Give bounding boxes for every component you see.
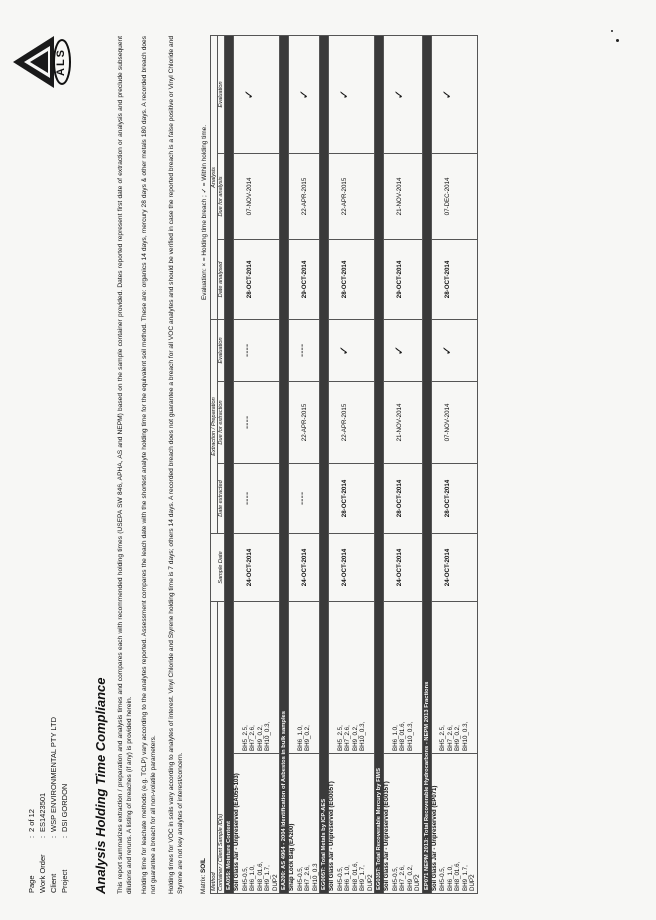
client-sample-id: BH9_1.7, <box>461 865 469 891</box>
sample-date: 24-OCT-2014 <box>289 533 320 601</box>
table-row <box>431 35 477 893</box>
container-cell <box>431 754 477 894</box>
client-sample-id: BH6_1.0, <box>296 725 304 751</box>
client-sample-id: BH8_01.6, <box>351 861 359 891</box>
leachate-paragraph: Holding time for leachate methods (e.g. TCLP) vary according to the analytes reported. Assessment compares the leach date with the shortest analyte holding time for the equivalent soil method. These are: organics 14 days, mercury 28 days & other metals 180 days. A recorded breach does not guarantee a breach for all non-volatile parameters. <box>141 36 157 894</box>
table-row <box>329 35 375 893</box>
method-section-row <box>225 35 234 893</box>
sample-ids-cell <box>234 601 280 753</box>
client-sample-id: BH5_2.5, <box>439 725 446 751</box>
client-sample-id: BH10_0.3, <box>264 721 271 751</box>
client-sample-id: BH8_01.6, <box>256 861 264 891</box>
client-sample-id: BH5_2.5, <box>241 725 249 751</box>
header-colons: : : : : <box>27 835 69 838</box>
col-due-analysis: Due for analysis <box>218 153 225 239</box>
date-analysed: 29-OCT-2014 <box>384 239 423 319</box>
matrix-value: SOIL <box>200 858 207 874</box>
header-labels <box>26 849 70 893</box>
header-label-work-order: Work Order <box>38 854 47 893</box>
evaluation-extraction: ✓ <box>329 319 375 381</box>
col-sample-date: Sample Date <box>211 533 225 601</box>
scan-speck <box>611 30 613 32</box>
client-sample-id: DUP2 <box>414 874 421 891</box>
method-name: EP071 NEPM 2013: Total Recoverable Hydrocarbons - NEPM 2013 Fractions <box>422 35 431 893</box>
client-sample-id: BH5-0.5, <box>296 866 304 891</box>
due-extraction: 22-APR-2015 <box>289 381 320 463</box>
client-sample-id: BH7_2.6, <box>399 865 406 891</box>
table-row <box>289 35 320 893</box>
sample-date: 24-OCT-2014 <box>431 533 477 601</box>
due-extraction: 22-APR-2015 <box>329 381 375 463</box>
client-sample-id: BH5-0.5, <box>336 866 344 891</box>
method-section-row <box>375 35 384 893</box>
table-row <box>234 35 280 893</box>
col-date-analysed: Date analysed <box>218 239 225 319</box>
evaluation-note: Evaluation: × = Holding time breach ; ✓ = Within holding time. <box>201 125 208 300</box>
evaluation-extraction: ---- <box>289 319 320 381</box>
container-cell <box>234 754 280 894</box>
client-sample-id: DUP2 <box>366 874 374 891</box>
client-sample-id: BH7_2.6, <box>446 725 454 751</box>
matrix-label: Matrix: <box>200 874 207 894</box>
client-sample-id: BH10_0.3, <box>359 721 366 751</box>
date-extracted: 28-OCT-2014 <box>384 463 423 533</box>
evaluation-extraction: ✓ <box>431 319 477 381</box>
col-evaluation-analysis: Evaluation <box>218 35 225 153</box>
sample-ids-cell <box>329 601 375 753</box>
client-name: WSP ENVIRONMENTAL PTY LTD <box>49 716 58 832</box>
evaluation-analysis: ✓ <box>431 35 477 153</box>
col-group-analysis: Analysis <box>211 35 218 319</box>
container-name: Soil Glass Jar - Unpreserved (EG005T) <box>329 781 335 891</box>
client-sample-id: BH10_0.3, <box>461 721 469 751</box>
matrix-line <box>200 858 207 894</box>
client-sample-id: BH9_0.2, <box>454 725 461 751</box>
date-extracted: 28-OCT-2014 <box>329 463 375 533</box>
container-cell <box>329 754 375 894</box>
method-section-row <box>280 35 289 893</box>
col-group-extraction: Extraction / Preparation <box>211 319 218 533</box>
client-sample-id: BH10_0.3 <box>311 863 319 891</box>
page-number: 2 of 12 <box>27 809 36 832</box>
container-name: Soil Glass Jar - Unpreserved (EA055-103) <box>234 773 240 891</box>
container-name: Soil Glass Jar - Unpreserved (EP071) <box>431 785 438 891</box>
col-date-extracted: Date extracted <box>218 463 225 533</box>
sample-ids-cell <box>431 601 477 753</box>
client-sample-id: DUP2 <box>469 874 476 891</box>
work-order-number: ES1423501 <box>38 792 47 832</box>
col-due-extraction: Due for extraction <box>218 381 225 463</box>
due-analysis: 21-NOV-2014 <box>384 153 423 239</box>
evaluation-analysis: ✓ <box>384 35 423 153</box>
client-sample-id: BH7_2.6, <box>304 865 311 891</box>
table-body <box>225 35 478 893</box>
due-analysis: 22-APR-2015 <box>289 153 320 239</box>
project-name: DSI GORDON <box>60 783 69 832</box>
due-analysis: 22-APR-2015 <box>329 153 375 239</box>
sample-date: 24-OCT-2014 <box>329 533 375 601</box>
col-method: Method <box>211 601 218 893</box>
col-evaluation-extraction: Evaluation <box>218 319 225 381</box>
scan-speck <box>616 39 619 42</box>
container-name: Soil Glass Jar - Unpreserved (EG035T) <box>384 781 390 891</box>
table-row <box>384 35 423 893</box>
due-analysis: 07-DEC-2014 <box>431 153 477 239</box>
client-sample-id: BH7_2.6, <box>249 725 256 751</box>
client-sample-id: BH8_01.6, <box>399 721 406 751</box>
evaluation-extraction: ---- <box>234 319 280 381</box>
method-name: EA055: Moisture Content <box>225 35 234 893</box>
container-cell <box>384 754 423 894</box>
header-values <box>26 632 70 832</box>
client-sample-id: BH5-0.5, <box>391 866 399 891</box>
date-analysed: 28-OCT-2014 <box>234 239 280 319</box>
als-logo <box>10 30 74 94</box>
evaluation-analysis: ✓ <box>289 35 320 153</box>
container-name: Snap Lock Bag (EA200) <box>289 823 295 891</box>
client-sample-id: BH9_0.2, <box>406 865 414 891</box>
evaluation-analysis: ✓ <box>234 35 280 153</box>
client-sample-id: BH6_1.0, <box>344 865 351 891</box>
client-sample-id: BH5_2.5, <box>336 725 344 751</box>
header-label-client: Client <box>49 873 58 893</box>
due-extraction: 07-NOV-2014 <box>431 381 477 463</box>
date-extracted: ---- <box>289 463 320 533</box>
date-extracted: ---- <box>234 463 280 533</box>
client-sample-id: BH6_1.0, <box>249 865 256 891</box>
method-section-row <box>320 35 329 893</box>
sample-date: 24-OCT-2014 <box>384 533 423 601</box>
holding-time-table <box>210 35 478 894</box>
table-header-row <box>211 35 218 893</box>
method-name: EG035T: Total Recoverable Mercury by FIMS <box>375 35 384 893</box>
method-name: EG005T: Total Metals by ICP-AES <box>320 35 329 893</box>
als-logo-text: ALS <box>55 48 67 76</box>
client-sample-id: BH6_1.0, <box>446 865 454 891</box>
header-label-page: Page <box>27 875 36 893</box>
client-sample-id: BH6_1.0, <box>391 725 399 751</box>
container-cell <box>289 754 320 894</box>
client-sample-id: BH7_2.6, <box>344 725 351 751</box>
due-analysis: 07-NOV-2014 <box>234 153 280 239</box>
header-label-project: Project <box>60 869 69 893</box>
col-container: Container / Client Sample ID(s) <box>218 601 225 893</box>
client-sample-id: BH9_1.7, <box>359 865 366 891</box>
evaluation-analysis: ✓ <box>329 35 375 153</box>
method-name: EA200: AS 4964 - 2004 Identification of Asbestos in bulk samples <box>280 35 289 893</box>
sample-ids-cell <box>384 601 423 753</box>
client-sample-id: DUP2 <box>271 874 279 891</box>
client-sample-id: BH9_1.7, <box>264 865 271 891</box>
sample-date: 24-OCT-2014 <box>234 533 280 601</box>
date-analysed: 28-OCT-2014 <box>431 239 477 319</box>
sample-ids-cell <box>289 601 320 753</box>
evaluation-extraction: ✓ <box>384 319 423 381</box>
voc-paragraph: Holding times for VOC in soils vary according to analytes of interest. Vinyl Chloride and Styrene holding time is 7 days; others 14 days. A recorded breach does not guarantee a breach for all VOC analytes and should be verified in case the reported breach is a false positive or Vinyl Chloride and Styrene are not key analytes of interest/concern. <box>168 36 184 894</box>
client-sample-id: BH9_0.2, <box>351 725 359 751</box>
client-sample-id: BH10_0.3, <box>406 721 414 751</box>
intro-paragraph: This report summarizes extraction / preparation and analysis times and compares each with recommended holding times (USEPA SW 846, APHA, AS and NEPM) based on the sample container provided. Dates reported represent first date of extraction or analysis and preclude subsequent dilutions and reruns. A listing of breaches (if any) is provided herein. <box>117 36 133 894</box>
date-analysed: 29-OCT-2014 <box>289 239 320 319</box>
client-sample-id: BH5-0.5, <box>439 866 446 891</box>
due-extraction: 21-NOV-2014 <box>384 381 423 463</box>
date-analysed: 28-OCT-2014 <box>329 239 375 319</box>
client-sample-id: BH8_01.6, <box>454 861 461 891</box>
date-extracted: 28-OCT-2014 <box>431 463 477 533</box>
page-title: Analysis Holding Time Compliance <box>93 677 108 894</box>
client-sample-id: BH5-0.5, <box>241 866 249 891</box>
client-sample-id: BH9_0.2, <box>304 725 311 751</box>
client-sample-id: BH9_0.2, <box>256 725 264 751</box>
method-section-row <box>422 35 431 893</box>
due-extraction: ---- <box>234 381 280 463</box>
